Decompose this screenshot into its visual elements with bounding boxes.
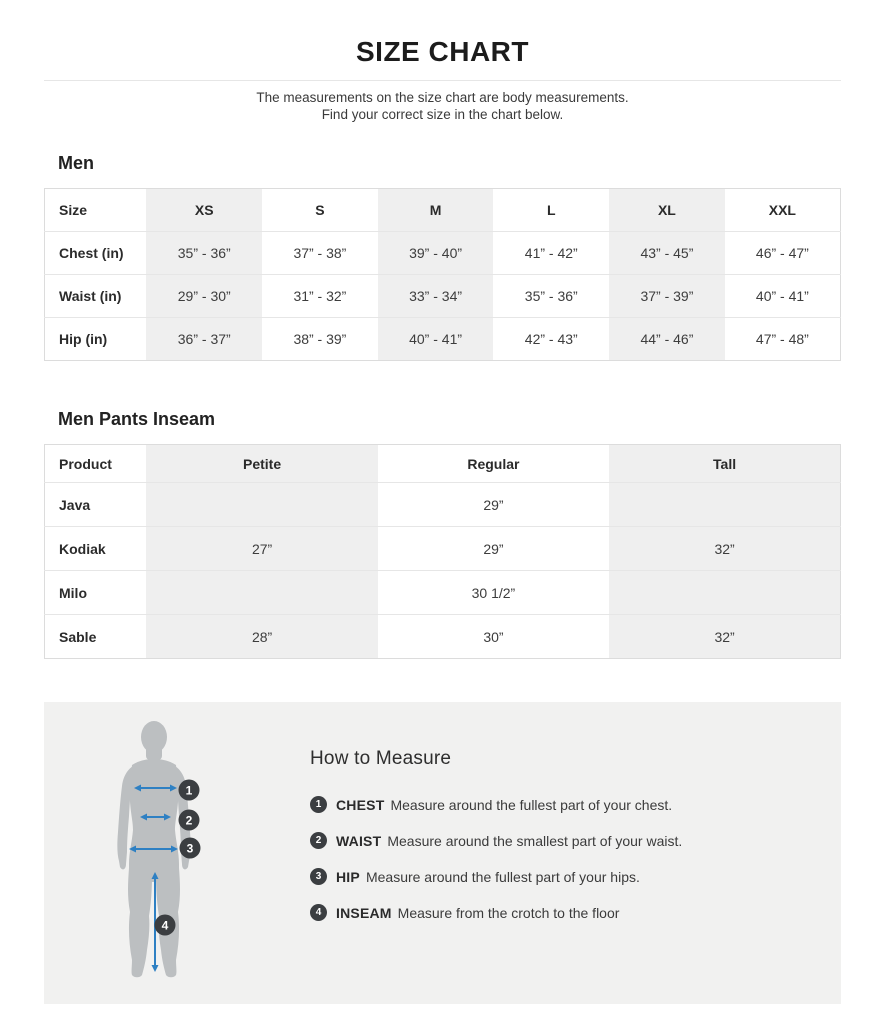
men-col-l: L bbox=[546, 202, 556, 218]
hip-xxl-value: 47” - 48” bbox=[725, 318, 841, 361]
sable-regular-value: 30” bbox=[378, 615, 609, 659]
inseam-header-row bbox=[45, 445, 841, 483]
java-regular-value: 29” bbox=[378, 483, 609, 527]
chest-xl-value: 43” - 45” bbox=[609, 232, 725, 275]
hip-step-badge: 3 bbox=[310, 868, 327, 885]
chest-badge bbox=[179, 780, 200, 801]
java-petite-value bbox=[146, 483, 377, 527]
how-to-measure-panel bbox=[44, 702, 841, 1004]
svg-text:3: 3 bbox=[186, 841, 194, 856]
page-title: SIZE CHART bbox=[356, 36, 529, 67]
sable-petite-value: 28” bbox=[146, 615, 377, 659]
men-section-heading: Men bbox=[58, 153, 94, 173]
inseam-row-java bbox=[45, 483, 841, 527]
men-size-table bbox=[44, 188, 841, 361]
measure-step-inseam bbox=[310, 904, 682, 921]
waist-m-value: 33” - 34” bbox=[378, 275, 494, 318]
title-divider bbox=[44, 80, 841, 81]
inseam-section-heading: Men Pants Inseam bbox=[58, 409, 216, 429]
how-to-measure-heading: How to Measure bbox=[310, 748, 452, 769]
measure-steps-list bbox=[310, 796, 682, 921]
men-pants-inseam-table bbox=[44, 444, 841, 659]
milo-row-label: Milo bbox=[45, 571, 147, 615]
waist-step-text: Measure around the smallest part of your waist. bbox=[387, 832, 683, 849]
kodiak-regular-value: 29” bbox=[378, 527, 609, 571]
milo-tall-value bbox=[609, 571, 840, 615]
chest-l-value: 41” - 42” bbox=[493, 232, 609, 275]
chest-step-text: Measure around the fullest part of your chest. bbox=[390, 796, 673, 813]
waist-xl-value: 37” - 39” bbox=[609, 275, 725, 318]
measure-step-chest bbox=[310, 796, 682, 813]
java-row-label: Java bbox=[45, 483, 147, 527]
measure-instructions bbox=[310, 702, 682, 1004]
men-col-size: Size bbox=[59, 202, 88, 218]
sable-tall-value: 32” bbox=[609, 615, 840, 659]
subtitle-line-2: Find your correct size in the chart below. bbox=[321, 107, 564, 122]
chest-row-label: Chest (in) bbox=[45, 232, 147, 275]
inseam-step-badge: 4 bbox=[310, 904, 327, 921]
svg-text:1: 1 bbox=[185, 783, 193, 798]
waist-s-value: 31” - 32” bbox=[262, 275, 378, 318]
waist-step-badge: 2 bbox=[310, 832, 327, 849]
men-table-header-row bbox=[45, 189, 841, 232]
milo-regular-value: 30 1/2” bbox=[378, 571, 609, 615]
men-col-m: M bbox=[378, 189, 494, 232]
subtitle-line-1: The measurements on the size chart are body measurements. bbox=[256, 90, 629, 105]
hip-step-text: Measure around the fullest part of your hips. bbox=[365, 868, 640, 885]
inseam-col-regular: Regular bbox=[467, 455, 520, 472]
hip-m-value: 40” - 41” bbox=[378, 318, 494, 361]
inseam-row-milo bbox=[45, 571, 841, 615]
milo-petite-value bbox=[146, 571, 377, 615]
inseam-col-product: Product bbox=[59, 455, 112, 472]
chest-m-value: 39” - 40” bbox=[378, 232, 494, 275]
waist-badge bbox=[179, 810, 200, 831]
kodiak-tall-value: 32” bbox=[609, 527, 840, 571]
inseam-row-kodiak bbox=[45, 527, 841, 571]
measure-step-hip bbox=[310, 868, 682, 885]
hip-l-value: 42” - 43” bbox=[493, 318, 609, 361]
inseam-step-text: Measure from the crotch to the floor bbox=[397, 904, 620, 921]
waist-step-label: WAIST bbox=[336, 832, 382, 849]
measure-step-waist bbox=[310, 832, 682, 849]
hip-badge bbox=[180, 838, 201, 859]
inseam-col-petite: Petite bbox=[146, 445, 377, 483]
java-tall-value bbox=[609, 483, 840, 527]
inseam-table-wrapper bbox=[44, 444, 841, 659]
hip-step-label: HIP bbox=[336, 868, 360, 885]
hip-xl-value: 44” - 46” bbox=[609, 318, 725, 361]
waist-xxl-value: 40” - 41” bbox=[725, 275, 841, 318]
men-col-xxl: XXL bbox=[768, 202, 796, 218]
chest-xxl-value: 46” - 47” bbox=[725, 232, 841, 275]
svg-text:2: 2 bbox=[185, 813, 193, 828]
chest-s-value: 37” - 38” bbox=[262, 232, 378, 275]
men-chest-row bbox=[45, 232, 841, 275]
body-measurement-diagram bbox=[94, 720, 214, 982]
inseam-badge bbox=[155, 915, 176, 936]
men-col-xs: XS bbox=[146, 189, 262, 232]
men-size-table-wrapper bbox=[44, 188, 841, 361]
hip-s-value: 38” - 39” bbox=[262, 318, 378, 361]
hip-xs-value: 36” - 37” bbox=[146, 318, 262, 361]
waist-row-label: Waist (in) bbox=[45, 275, 147, 318]
kodiak-row-label: Kodiak bbox=[45, 527, 147, 571]
men-waist-row bbox=[45, 275, 841, 318]
chest-step-label: CHEST bbox=[336, 796, 385, 813]
sable-row-label: Sable bbox=[45, 615, 147, 659]
chest-xs-value: 35” - 36” bbox=[146, 232, 262, 275]
men-hip-row bbox=[45, 318, 841, 361]
hip-row-label: Hip (in) bbox=[45, 318, 147, 361]
svg-text:4: 4 bbox=[161, 918, 169, 933]
inseam-row-sable bbox=[45, 615, 841, 659]
inseam-col-tall: Tall bbox=[609, 445, 840, 483]
men-col-s: S bbox=[315, 202, 325, 218]
page-subtitle bbox=[0, 89, 885, 123]
waist-l-value: 35” - 36” bbox=[493, 275, 609, 318]
kodiak-petite-value: 27” bbox=[146, 527, 377, 571]
waist-xs-value: 29” - 30” bbox=[146, 275, 262, 318]
inseam-step-label: INSEAM bbox=[336, 904, 392, 921]
chest-step-badge: 1 bbox=[310, 796, 327, 813]
men-col-xl: XL bbox=[609, 189, 725, 232]
